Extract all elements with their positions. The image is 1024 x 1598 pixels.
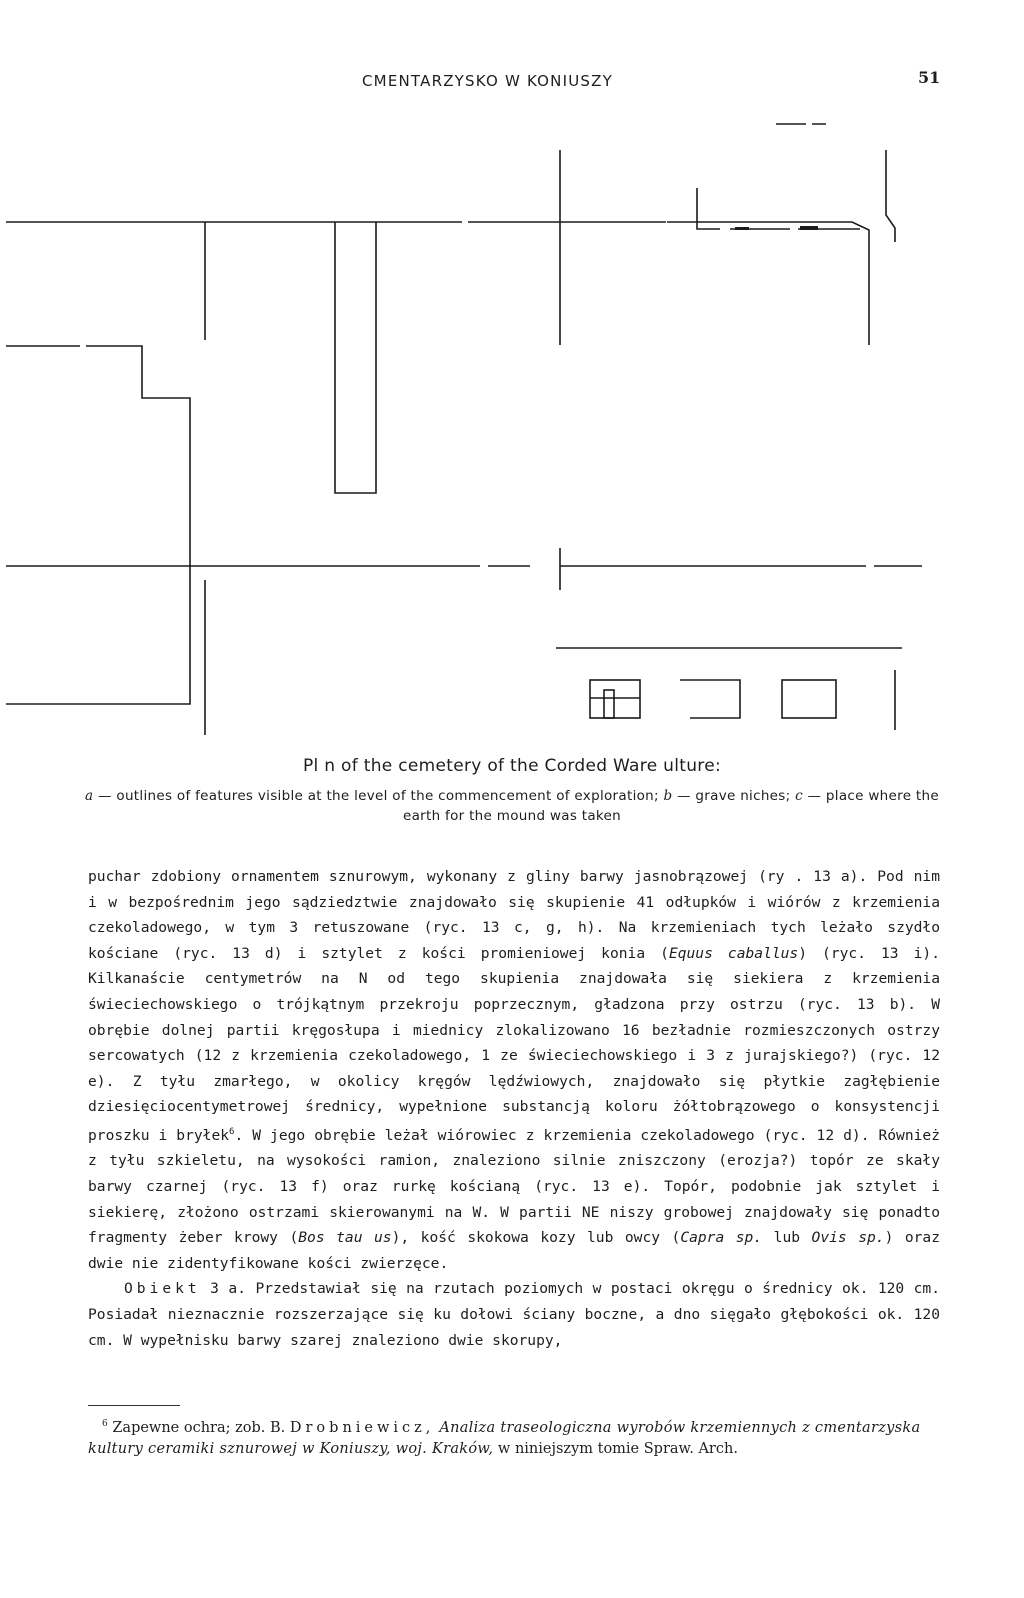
- caption-title: Pl n of the cemetery of the Corded Ware ulture:: [302, 756, 721, 776]
- footnote-number: 6: [102, 1419, 108, 1429]
- p1-text-a: puchar zdobiony ornamentem sznurowym, wykonany z gliny barwy jasnobrązowej (ry . 13 a). Pod nim i w bezpośrednim jego sądziedztwie znajdowało się skupienie 41 odłupków i wiórów z krzemienia czekoladowego, w tym 3 retuszowane (ryc. 13 c, g, h). Na krzemieniach tych leżało szydło kościane (ryc. 13 d) i sztylet z kości promieniowej konia (: [88, 868, 940, 962]
- footnote-rule: [88, 1405, 180, 1406]
- p1-species-equus: Equus caballus: [668, 944, 799, 962]
- grave-niche-1-inner: [604, 690, 614, 718]
- p1-text-e: lub: [762, 1229, 812, 1247]
- plan-notch: [697, 188, 860, 229]
- p1-text-c: . W jego obrębie leżał wiórowiec z krzemienia czekoladowego (ryc. 12 d). Również z tyłu szkieletu, na wysokości ramion, znaleziono silnie zniszczony (erozja?) topór ze skały barwy czarnej (ryc. 13 f) oraz rurkę kościaną (ryc. 13 e). Topór, podobnie jak sztylet i siekierę, złożono ostrzami skierowanymi na W. W partii NE niszy grobowej znajdowały się ponadto fragmenty żeber krowy (: [88, 1126, 940, 1247]
- p2-text: 3 a. Przedstawiał się na rzutach poziomych w postaci okręgu o średnicy ok. 120 cm. Posiadał nieznacznie rozszerzające się ku dołowi ściany boczne, a dno sięgało głębokości ok. 120 cm. W wypełnisku barwy szarej znaleziono dwie skorupy,: [88, 1280, 940, 1349]
- p2-label: Obiekt: [124, 1280, 201, 1298]
- legend-a-letter: a: [85, 788, 94, 804]
- plan-right-tick: [886, 150, 895, 242]
- legend-b-letter: b: [663, 788, 673, 804]
- legend-b-text: — grave niches;: [672, 788, 796, 804]
- plan-hatch-mark: [800, 226, 818, 230]
- p1-text-b: ) (ryc. 13 i). Kilkanaście centymetrów na N od tego skupienia znajdowała się siekiera z krzemienia świeciechowskiego o trójkątnym przekroju poprzecznym, gładzona przy ostrzu (ryc. 13 b). W obrębie dolnej partii kręgosłupa i miednicy zlokalizowano 16 bezładnie rozmieszczonych ostrzy sercowatych (12 z krzemienia czekoladowego, 1 ze świeciechowskiego i 3 z jurajskiego?) (ryc. 12 e). Z tyłu zmarłego, w okolicy kręgów lędźwiowych, znajdowało się płytkie zagłębienie dziesięciocentymetrowej średnicy, wypełnione substancją koloru żółtobrązowego o konsystencji proszku i bryłek: [88, 944, 940, 1144]
- grave-niche-1: [590, 680, 640, 718]
- footnote-text-b: w niniejszym tomie Spraw. Arch.: [493, 1440, 738, 1457]
- body-text: [88, 864, 940, 1353]
- legend-a-text: — outlines of features visible at the level of the commencement of exploration;: [93, 788, 664, 804]
- figure-caption: [70, 756, 954, 826]
- plan-rect-shaft: [335, 222, 376, 493]
- paragraph-2: [88, 1276, 940, 1353]
- legend-c-text: — place where the earth for the mound was taken: [402, 788, 939, 824]
- plan-line-top-right: [667, 222, 869, 345]
- p1-text-d: ), kość skokowa kozy lub owcy (: [391, 1229, 681, 1247]
- paragraph-1: [88, 864, 940, 1276]
- caption-legend: [70, 786, 954, 826]
- footnote: [88, 1414, 940, 1460]
- cemetery-plan-figure: [0, 110, 1024, 735]
- footnote-text-a: Zapewne ochra; zob. B.: [107, 1419, 290, 1436]
- p1-species-ovis: Ovis sp.: [811, 1229, 885, 1247]
- grave-niche-3: [782, 680, 836, 718]
- plan-small-mark: [735, 227, 749, 230]
- page-header: [0, 68, 1024, 92]
- p1-species-capra: Capra sp.: [680, 1229, 763, 1247]
- p1-text-f: ) oraz dwie nie zidentyfikowane kości zwierzęce.: [88, 1229, 941, 1272]
- p1-species-bos: Bos tau us: [298, 1229, 392, 1247]
- footnote-author: Drobniewicz,: [289, 1419, 435, 1436]
- running-title: CMENTARZYSKO W KONIUSZY: [362, 72, 613, 90]
- footnote-title: Analiza traseologiczna wyrobów krzemiennych z cmentarzyska kultury ceramiki sznurowej w Koniuszy, woj. Kraków,: [88, 1419, 921, 1457]
- p1-footnote-ref: 6: [229, 1126, 235, 1137]
- grave-niche-2: [680, 680, 740, 718]
- legend-c-letter: c: [795, 788, 803, 804]
- plan-left-step: [6, 346, 190, 704]
- page-number: 51: [918, 68, 941, 87]
